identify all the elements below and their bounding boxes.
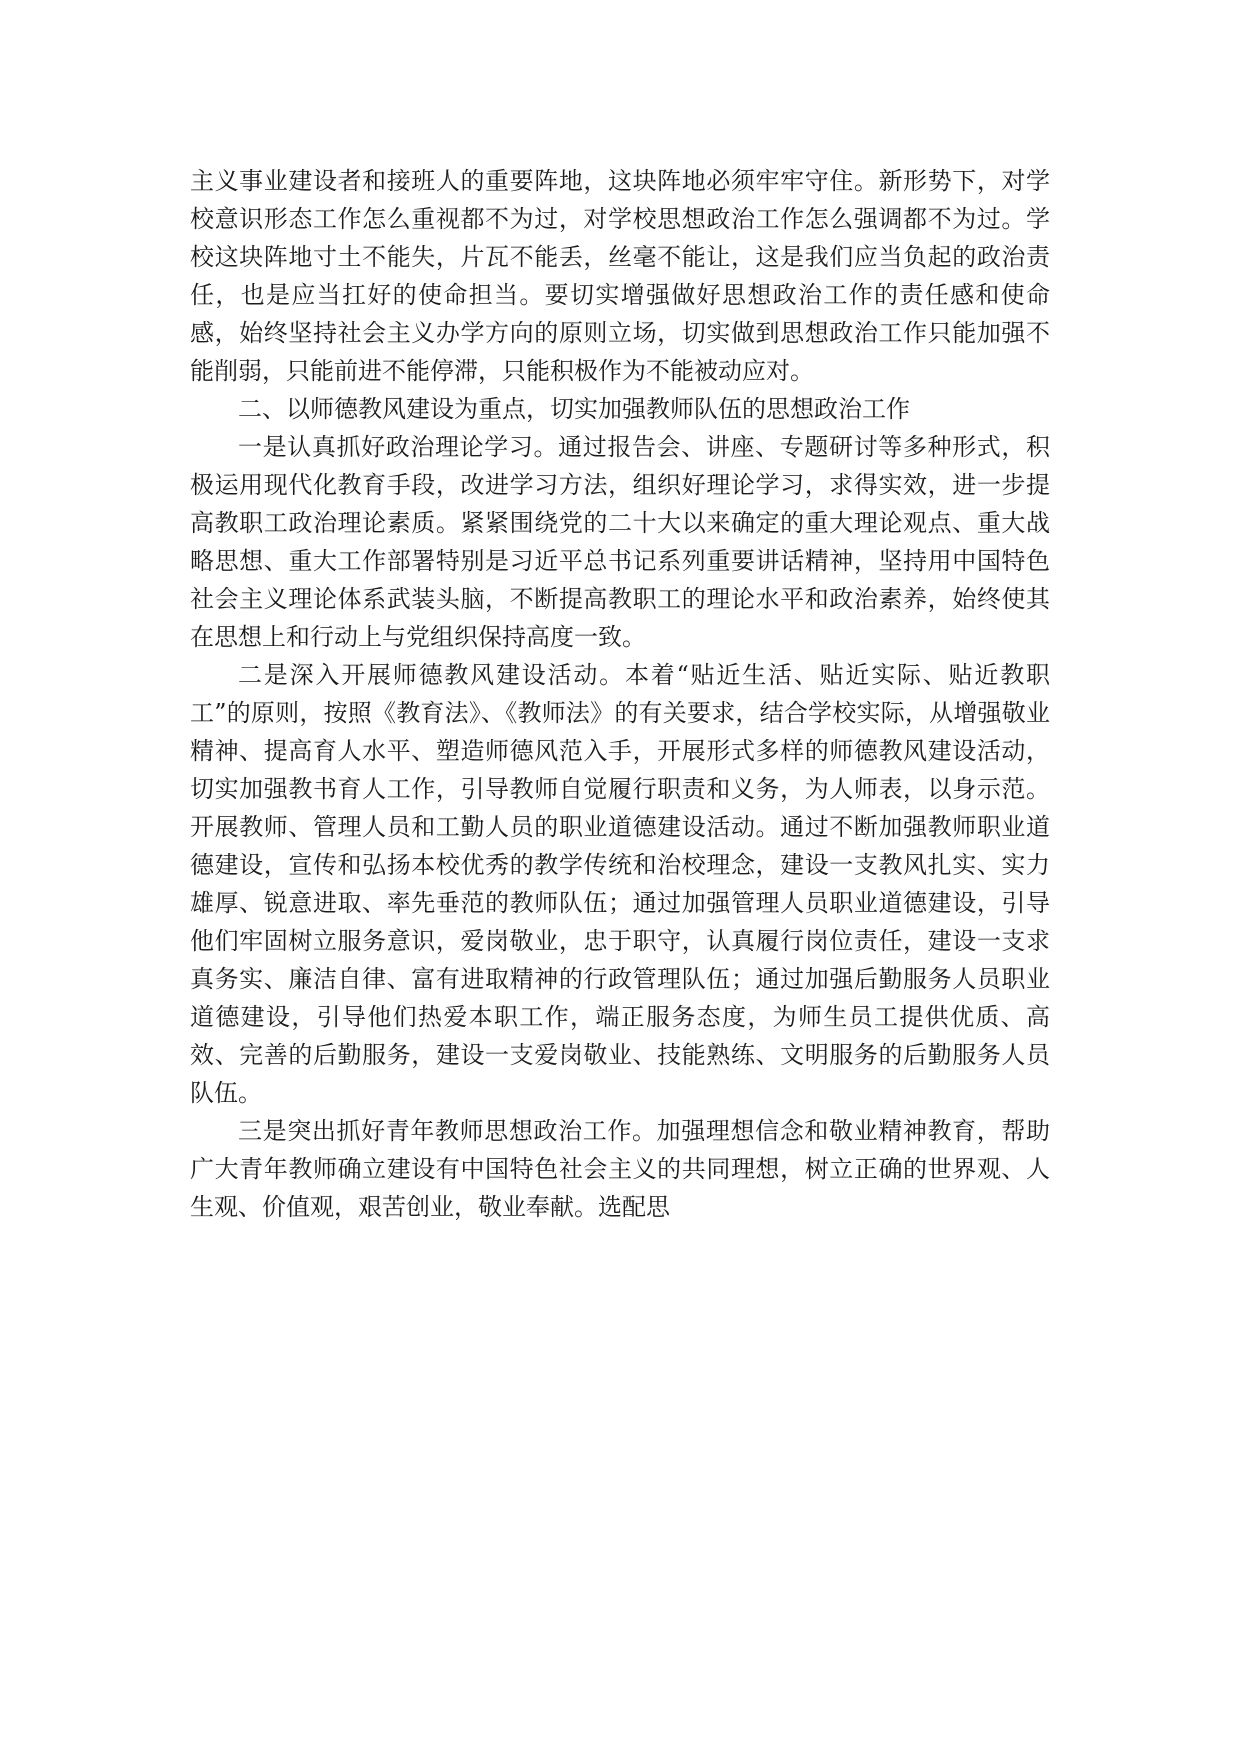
- section-heading: 二、以师德教风建设为重点，切实加强教师队伍的思想政治工作: [238, 395, 910, 423]
- document-body: [190, 162, 1050, 1226]
- paragraph-theory-study: 一是认真抓好政治理论学习。通过报告会、讲座、专题研讨等多种形式，积极运用现代化教育手段，改进学习方法，组织好理论学习，求得实效，进一步提高教职工政治理论素质。紧紧围绕党的二十大以来确定的重大理论观点、重大战略思想、重大工作部署特别是习近平总书记系列重要讲话精神，坚持用中国特色社会主义理论体系武装头脑，不断提高教职工的理论水平和政治素养，始终使其在思想上和行动上与党组织保持高度一致。: [190, 433, 1050, 651]
- paragraph-continuation: 主义事业建设者和接班人的重要阵地，这块阵地必须牢牢守住。新形势下，对学校意识形态工作怎么重视都不为过，对学校思想政治工作怎么强调都不为过。学校这块阵地寸土不能失，片瓦不能丢，丝毫不能让，这是我们应当负起的政治责任，也是应当扛好的使命担当。要切实增强做好思想政治工作的责任感和使命感，始终坚持社会主义办学方向的原则立场，切实做到思想政治工作只能加强不能削弱，只能前进不能停滞，只能积极作为不能被动应对。: [190, 167, 1050, 385]
- paragraph-young-teachers: 三是突出抓好青年教师思想政治工作。加强理想信念和敬业精神教育，帮助广大青年教师确立建设有中国特色社会主义的共同理想，树立正确的世界观、人生观、价值观，艰苦创业，敬业奉献。选配思: [190, 1117, 1050, 1221]
- paragraph-ethics-building: 二是深入开展师德教风建设活动。本着“贴近生活、贴近实际、贴近教职工”的原则，按照《教育法》、《教师法》的有关要求，结合学校实际，从增强敬业精神、提高育人水平、塑造师德风范入手，开展形式多样的师德教风建设活动，切实加强教书育人工作，引导教师自觉履行职责和义务，为人师表，以身示范。开展教师、管理人员和工勤人员的职业道德建设活动。通过不断加强教师职业道德建设，宣传和弘扬本校优秀的教学传统和治校理念，建设一支教风扎实、实力雄厚、锐意进取、率先垂范的教师队伍；通过加强管理人员职业道德建设，引导他们牢固树立服务意识，爱岗敬业，忠于职守，认真履行岗位责任，建设一支求真务实、廉洁自律、富有进取精神的行政管理队伍；通过加强后勤服务人员职业道德建设，引导他们热爱本职工作，端正服务态度，为师生员工提供优质、高效、完善的后勤服务，建设一支爱岗敬业、技能熟练、文明服务的后勤服务人员队伍。: [190, 661, 1050, 1107]
